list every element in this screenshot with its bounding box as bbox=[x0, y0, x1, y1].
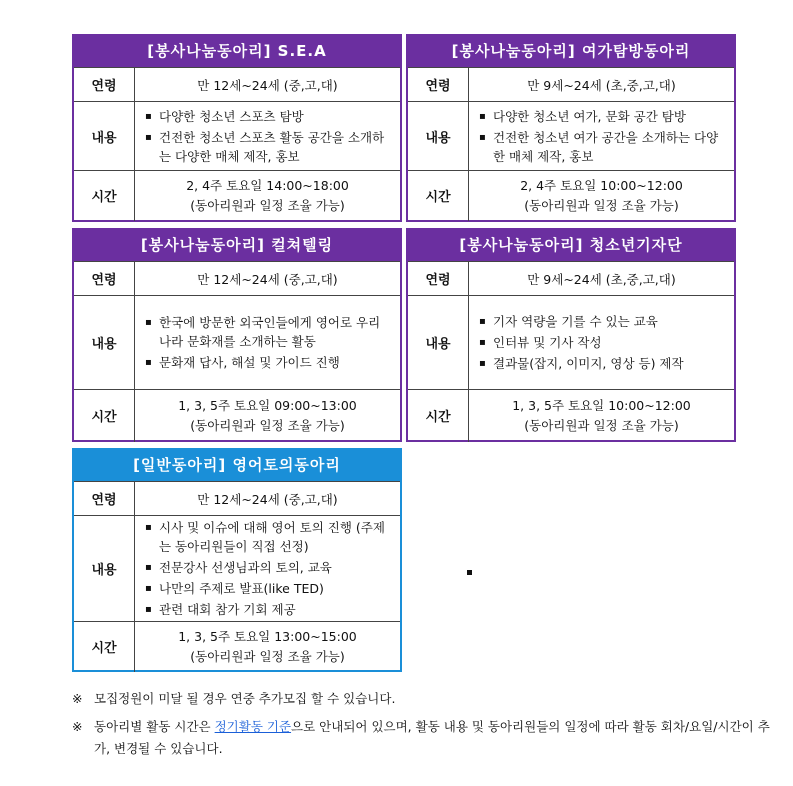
age-value: 만 9세~24세 (초,중,고,대) bbox=[469, 68, 735, 102]
age-label: 연령 bbox=[74, 482, 135, 516]
reference-mark: ※ bbox=[72, 691, 83, 706]
time-label: 시간 bbox=[408, 390, 469, 442]
notice-text-post: 으로 안내되어 있으며, 활동 내용 및 동아리원들의 일정에 따라 활동 회차/요일/시간이 추가, 변경될 수 있습니다. bbox=[94, 719, 770, 756]
time-label: 시간 bbox=[74, 622, 135, 672]
time-label: 시간 bbox=[408, 171, 469, 221]
stray-bullet-mark bbox=[467, 570, 472, 575]
content-label: 내용 bbox=[74, 102, 135, 171]
time-label: 시간 bbox=[74, 171, 135, 221]
card-title: [봉사나눔동아리] S.E.A bbox=[74, 36, 400, 67]
list-item: ▪ 인터뷰 및 기사 작성 bbox=[479, 333, 724, 352]
time-note: (동아리원과 일정 조율 가능) bbox=[190, 648, 345, 664]
club-card-culturetelling bbox=[72, 228, 402, 442]
content-label: 내용 bbox=[408, 102, 469, 171]
notice-section bbox=[72, 688, 772, 760]
club-card-english-discussion bbox=[72, 448, 402, 672]
time-schedule: 2, 4주 토요일 14:00~18:00 bbox=[186, 177, 349, 193]
club-card-reporters bbox=[406, 228, 736, 442]
age-label: 연령 bbox=[408, 68, 469, 102]
time-label: 시간 bbox=[74, 390, 135, 442]
time-schedule: 1, 3, 5주 토요일 13:00~15:00 bbox=[178, 628, 357, 644]
list-item: ▪ 전문강사 선생님과의 토의, 교육 bbox=[145, 558, 390, 577]
club-info-table bbox=[74, 481, 400, 672]
time-schedule: 1, 3, 5주 토요일 10:00~12:00 bbox=[512, 397, 691, 413]
list-item: ▪ 건전한 청소년 여가 공간을 소개하는 다양한 매체 제작, 홍보 bbox=[479, 128, 724, 166]
time-note: (동아리원과 일정 조율 가능) bbox=[524, 417, 679, 433]
club-card-sea bbox=[72, 34, 402, 222]
age-value: 만 12세~24세 (중,고,대) bbox=[135, 482, 401, 516]
age-label: 연령 bbox=[74, 68, 135, 102]
content-label: 내용 bbox=[74, 516, 135, 622]
club-info-table bbox=[408, 261, 734, 442]
age-label: 연령 bbox=[74, 262, 135, 296]
notice-text: 모집정원이 미달 될 경우 연중 추가모집 할 수 있습니다. bbox=[94, 691, 396, 706]
age-label: 연령 bbox=[408, 262, 469, 296]
list-item: ▪ 나만의 주제로 발표(like TED) bbox=[145, 579, 390, 598]
card-title: [봉사나눔동아리] 컬쳐텔링 bbox=[74, 230, 400, 261]
content-list bbox=[479, 312, 724, 373]
list-item: ▪ 관련 대회 참가 기회 제공 bbox=[145, 600, 390, 619]
content-list bbox=[479, 107, 724, 166]
card-title: [봉사나눔동아리] 여가탐방동아리 bbox=[408, 36, 734, 67]
time-schedule: 1, 3, 5주 토요일 09:00~13:00 bbox=[178, 397, 357, 413]
list-item: ▪ 문화재 답사, 해설 및 가이드 진행 bbox=[145, 353, 390, 372]
list-item: ▪ 결과물(잡지, 이미지, 영상 등) 제작 bbox=[479, 354, 724, 373]
card-title: [봉사나눔동아리] 청소년기자단 bbox=[408, 230, 734, 261]
club-info-table bbox=[408, 67, 734, 221]
age-value: 만 12세~24세 (중,고,대) bbox=[135, 68, 401, 102]
list-item: ▪ 한국에 방문한 외국인들에게 영어로 우리나라 문화재를 소개하는 활동 bbox=[145, 313, 390, 351]
card-title: [일반동아리] 영어토의동아리 bbox=[74, 450, 400, 481]
age-value: 만 12세~24세 (중,고,대) bbox=[135, 262, 401, 296]
club-info-table bbox=[74, 261, 400, 442]
reference-mark: ※ bbox=[72, 719, 83, 734]
time-schedule: 2, 4주 토요일 10:00~12:00 bbox=[520, 177, 683, 193]
content-list bbox=[145, 107, 390, 166]
list-item: ▪ 시사 및 이슈에 대해 영어 토의 진행 (주제는 동아리원들이 직접 선정) bbox=[145, 518, 390, 556]
content-label: 내용 bbox=[74, 296, 135, 390]
content-list bbox=[145, 518, 390, 619]
notice-schedule bbox=[72, 716, 772, 760]
age-value: 만 9세~24세 (초,중,고,대) bbox=[469, 262, 735, 296]
content-label: 내용 bbox=[408, 296, 469, 390]
content-list bbox=[145, 313, 390, 372]
list-item: ▪ 건전한 청소년 스포츠 활동 공간을 소개하는 다양한 매체 제작, 홍보 bbox=[145, 128, 390, 166]
list-item: ▪ 기자 역량을 기를 수 있는 교육 bbox=[479, 312, 724, 331]
notice-recruitment bbox=[72, 688, 772, 710]
club-info-table bbox=[74, 67, 400, 221]
time-note: (동아리원과 일정 조율 가능) bbox=[524, 197, 679, 213]
time-note: (동아리원과 일정 조율 가능) bbox=[190, 197, 345, 213]
time-note: (동아리원과 일정 조율 가능) bbox=[190, 417, 345, 433]
list-item: ▪ 다양한 청소년 여가, 문화 공간 탐방 bbox=[479, 107, 724, 126]
list-item: ▪ 다양한 청소년 스포츠 탐방 bbox=[145, 107, 390, 126]
club-card-leisure bbox=[406, 34, 736, 222]
notice-text-pre: 동아리별 활동 시간은 bbox=[94, 719, 215, 734]
regular-activity-highlight: 정기활동 기준 bbox=[214, 719, 292, 734]
